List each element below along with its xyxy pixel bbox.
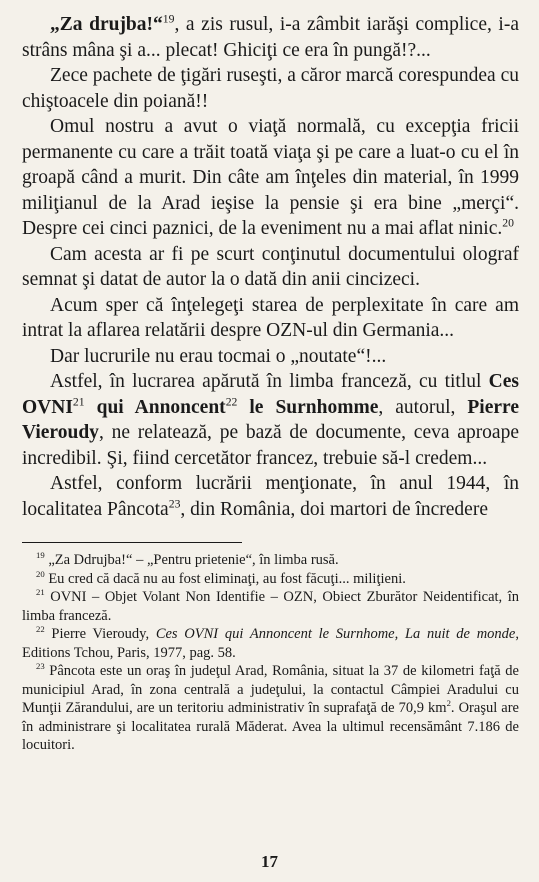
paragraph-3 (22, 114, 519, 242)
footnote-number-21: 21 (36, 587, 45, 598)
footnote-20 (22, 570, 519, 589)
footnote-23 (22, 662, 519, 755)
page-number: 17 (261, 852, 278, 871)
paragraph-5: Acum sper că înţelegeţi starea de perplexitate în care am intrat la aflarea relatării despre OZN-ul din Germania... (22, 294, 519, 341)
book-title-part-1: Ces OVNI (22, 371, 519, 418)
footnote-number-23: 23 (36, 661, 45, 672)
footnote-19-text: „Za Ddrujba!“ – „Pentru prietenie“, în limba rusă. (44, 552, 339, 568)
footnotes (22, 551, 519, 755)
footnote-23-km-exponent: 2 (446, 698, 451, 709)
footnote-number-20: 20 (36, 568, 45, 579)
footnote-22 (22, 625, 519, 662)
footnote-21-text: OVNI – Objet Volant Non Identifie – OZN, Obiect Zburător Neidentificat, în limba franceză. (22, 589, 519, 624)
footnote-19 (22, 551, 519, 570)
footnote-ref-19: 19 (162, 12, 175, 26)
book-title-part-2: qui Annoncent (84, 396, 226, 418)
book-page (22, 12, 519, 755)
paragraph-7-intro: Astfel, în lucrarea apărută în limba franceză, cu titlul (50, 371, 489, 392)
footnote-22-book-title: Ces OVNI qui Annoncent le Surnhome, La nuit de monde (155, 626, 516, 642)
footnote-21 (22, 588, 519, 625)
footnote-22-text-a: Pierre Vieroudy, (44, 626, 156, 642)
footnote-20-text: Eu cred că dacă nu au fost eliminaţi, au fost făcuţi... miliţieni. (44, 570, 406, 587)
paragraph-1-text: , a zis rusul, i-a zâmbit iarăşi complice, i-a strâns mâna şi a... plecat! Ghiciţi ce era în pungă!?... (22, 14, 519, 61)
paragraph-8 (22, 471, 519, 522)
footnote-divider (22, 542, 242, 543)
paragraph-8-end: , din România, doi martori de încredere (180, 498, 488, 520)
quote-za-drujba: „Za drujba!“ (50, 14, 163, 35)
body-text (22, 12, 519, 522)
author-name: Pierre Vieroudy (22, 396, 519, 443)
footnote-ref-22: 22 (225, 395, 238, 408)
paragraph-1 (22, 12, 519, 63)
footnote-ref-23: 23 (168, 497, 181, 510)
paragraph-6: Dar lucrurile nu erau tocmai o „noutate“!... (50, 345, 387, 367)
paragraph-4: Cam acesta ar fi pe scurt conţinutul documentului olograf semnat şi datat de autor la o dată din anii cincizeci. (22, 243, 519, 290)
footnote-number-19: 19 (36, 550, 45, 561)
footnote-ref-21: 21 (72, 395, 85, 408)
paragraph-2: Zece pachete de ţigări ruseşti, a căror marcă corespundea cu chiştoacele din poiană!! (22, 65, 519, 112)
footnote-22-text-b: , Editions Tchou, Paris, 1977, pag. 58. (22, 626, 519, 661)
paragraph-7-mid: , autorul, (378, 396, 468, 418)
book-title-part-3: le Surnhomme (237, 396, 379, 418)
footnote-ref-20: 20 (502, 216, 514, 230)
paragraph-7-end: , ne relatează, pe bază de documente, ceva aproape incredibil. Şi, fiind cercetător francez, trebuie să-l credem... (22, 422, 519, 469)
paragraph-3-text: Omul nostru a avut o viaţă normală, cu excepţia fricii permanente cu care a trăit toată viaţa şi pe care a luat-o cu el în groapă când a murit. Din câte am înţeles din material, în 1999 miliţianul de la Arad ieşise la pensie şi era bine „merçi“. Despre cei cinci paznici, de la eveniment nu a mai aflat ninic. (22, 116, 519, 239)
footnote-23-text-b: . Oraşul are în administrare şi localitatea rurală Măderat. Avea la ultimul recensământ 7.186 de locuitori. (22, 700, 519, 753)
footnote-number-22: 22 (36, 624, 45, 635)
footnote-23-text-a: Pâncota este un oraş în judeţul Arad, România, situat la 37 de kilometri faţă de municipiul Arad, în zona centrală a judeţului, la contactul Câmpiei Aradului cu Munţii Zărandului, are un teritoriu administrativ în suprafaţă de 70,9 km (22, 663, 519, 716)
paragraph-8-text: Astfel, conform lucrării menţionate, în anul 1944, în localitatea Pâncota (22, 473, 519, 520)
paragraph-7 (22, 369, 519, 471)
